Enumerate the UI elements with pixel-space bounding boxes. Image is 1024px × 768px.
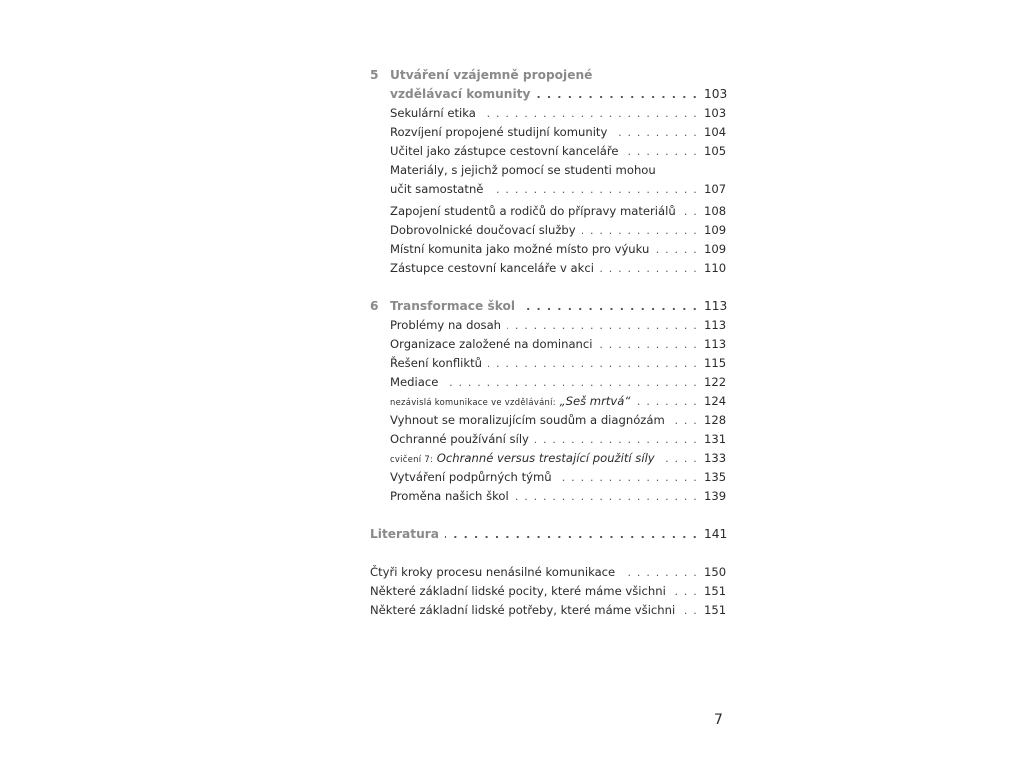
entry-title: Místní komunita jako možné místo pro výuku: [390, 242, 650, 256]
toc-entry: [370, 392, 726, 411]
dot-leader: [507, 316, 698, 335]
dot-leader: [489, 180, 698, 199]
toc-entry: [370, 582, 726, 601]
dot-leader: [655, 240, 698, 259]
entry-title: Čtyři kroky procesu nenásilné komunikace: [370, 565, 616, 579]
page-ref: 131: [704, 432, 727, 446]
entry-title: učit samostatně: [390, 182, 484, 196]
page-ref: 115: [704, 356, 727, 370]
entry-title: Zapojení studentů a rodičů do přípravy materiálů: [390, 204, 676, 218]
toc-entry: [370, 468, 726, 487]
dot-leader: [582, 221, 698, 240]
toc-entry: [370, 316, 726, 335]
page-ref: 122: [704, 375, 727, 389]
toc-entry: [370, 123, 726, 142]
chapter-title: Transformace škol: [390, 299, 516, 313]
entry-quote: „Seš mrtvá“: [559, 394, 631, 408]
page-ref: 141: [704, 527, 728, 541]
entry-title: Zástupce cestovní kanceláře v akci: [390, 261, 594, 275]
section-title: Literatura: [370, 527, 440, 541]
entry-title: Vyhnout se moralizujícím soudům a diagnózám: [390, 413, 665, 427]
literatura-heading: [370, 525, 726, 544]
toc-entry: [370, 104, 726, 123]
table-of-contents: [370, 66, 726, 620]
dot-leader: [681, 601, 698, 620]
toc-entry-cont: [370, 180, 726, 199]
page-ref: 128: [704, 413, 727, 427]
page-number: 7: [714, 712, 723, 728]
dot-leader: [488, 354, 698, 373]
dot-leader: [625, 142, 699, 161]
entry-title: Problémy na dosah: [390, 318, 502, 332]
dot-leader: [671, 411, 698, 430]
chapter-title: vzdělávací komunity: [390, 87, 531, 101]
chapter-5-heading: [370, 66, 726, 85]
dot-leader: [535, 430, 698, 449]
chapter-number: 6: [370, 299, 379, 313]
page-ref: 109: [704, 242, 727, 256]
page-ref: 124: [704, 394, 727, 408]
entry-title: [390, 392, 630, 412]
page-ref: 151: [704, 603, 727, 617]
toc-entry: [370, 161, 726, 180]
dot-leader: [621, 563, 698, 582]
dot-leader: [445, 525, 698, 544]
page-ref: 109: [704, 223, 727, 237]
page-ref: 113: [704, 337, 727, 351]
dot-leader: [515, 487, 698, 506]
dot-leader: [599, 335, 699, 354]
entry-title: Některé základní lidské potřeby, které máme všichni: [370, 603, 676, 617]
page-ref: 133: [704, 451, 727, 465]
dot-leader: [444, 373, 698, 392]
page-ref: 103: [704, 87, 728, 101]
page-ref: 113: [704, 299, 728, 313]
toc-entry: [370, 563, 726, 582]
entry-title: Rozvíjení propojené studijní komunity: [390, 125, 608, 139]
toc-entry: [370, 373, 726, 392]
dot-leader: [636, 392, 698, 411]
chapter-5-heading-cont: [370, 85, 726, 104]
entry-title: Některé základní lidské pocity, které máme všichni: [370, 584, 666, 598]
page-ref: 113: [704, 318, 727, 332]
page-ref: 135: [704, 470, 727, 484]
page-ref: 104: [704, 125, 727, 139]
entry-title: Proměna našich škol: [390, 489, 509, 503]
chapter-number: 5: [370, 68, 379, 82]
page-ref: 107: [704, 182, 727, 196]
entry-title: Vytváření podpůrných týmů: [390, 470, 552, 484]
entry-prefix: cvičení 7:: [390, 454, 434, 464]
toc-entry: [370, 221, 726, 240]
entry-title: Sekulární etika: [390, 106, 476, 120]
entry-title: Mediace: [390, 375, 439, 389]
toc-entry: [370, 411, 726, 430]
entry-title: Ochranné používání síly: [390, 432, 529, 446]
toc-entry: [370, 430, 726, 449]
chapter-6-heading: [370, 297, 726, 316]
toc-entry: [370, 449, 726, 468]
toc-entry: [370, 202, 726, 221]
dot-leader: [536, 85, 698, 104]
dot-leader: [558, 468, 698, 487]
toc-entry: [370, 335, 726, 354]
toc-entry: [370, 259, 726, 278]
toc-entry: [370, 354, 726, 373]
entry-title: Materiály, s jejichž pomocí se studenti mohou: [390, 163, 656, 177]
page-ref: 150: [704, 565, 727, 579]
toc-entry: [370, 240, 726, 259]
entry-title: Dobrovolnické doučovací služby: [390, 223, 576, 237]
entry-title: Učitel jako zástupce cestovní kanceláře: [390, 144, 619, 158]
page-ref: 108: [704, 204, 727, 218]
dot-leader: [482, 104, 698, 123]
chapter-title: Utváření vzájemně propojené: [390, 68, 593, 82]
toc-entry: [370, 487, 726, 506]
page-ref: 103: [704, 106, 727, 120]
toc-entry: [370, 601, 726, 620]
entry-prefix: nezávislá komunikace ve vzdělávání:: [390, 397, 556, 407]
dot-leader: [672, 582, 698, 601]
entry-title: [390, 449, 655, 469]
dot-leader: [661, 449, 698, 468]
entry-title: Řešení konfliktů: [390, 356, 482, 370]
dot-leader: [613, 123, 698, 142]
toc-entry: [370, 142, 726, 161]
page-ref: 110: [704, 261, 727, 275]
page-ref: 105: [704, 144, 727, 158]
dot-leader: [600, 259, 698, 278]
entry-italic-title: Ochranné versus trestající použití síly: [436, 451, 655, 465]
dot-leader: [682, 202, 698, 221]
page-ref: 139: [704, 489, 727, 503]
page-ref: 151: [704, 584, 727, 598]
dot-leader: [521, 297, 698, 316]
entry-title: Organizace založené na dominanci: [390, 337, 593, 351]
